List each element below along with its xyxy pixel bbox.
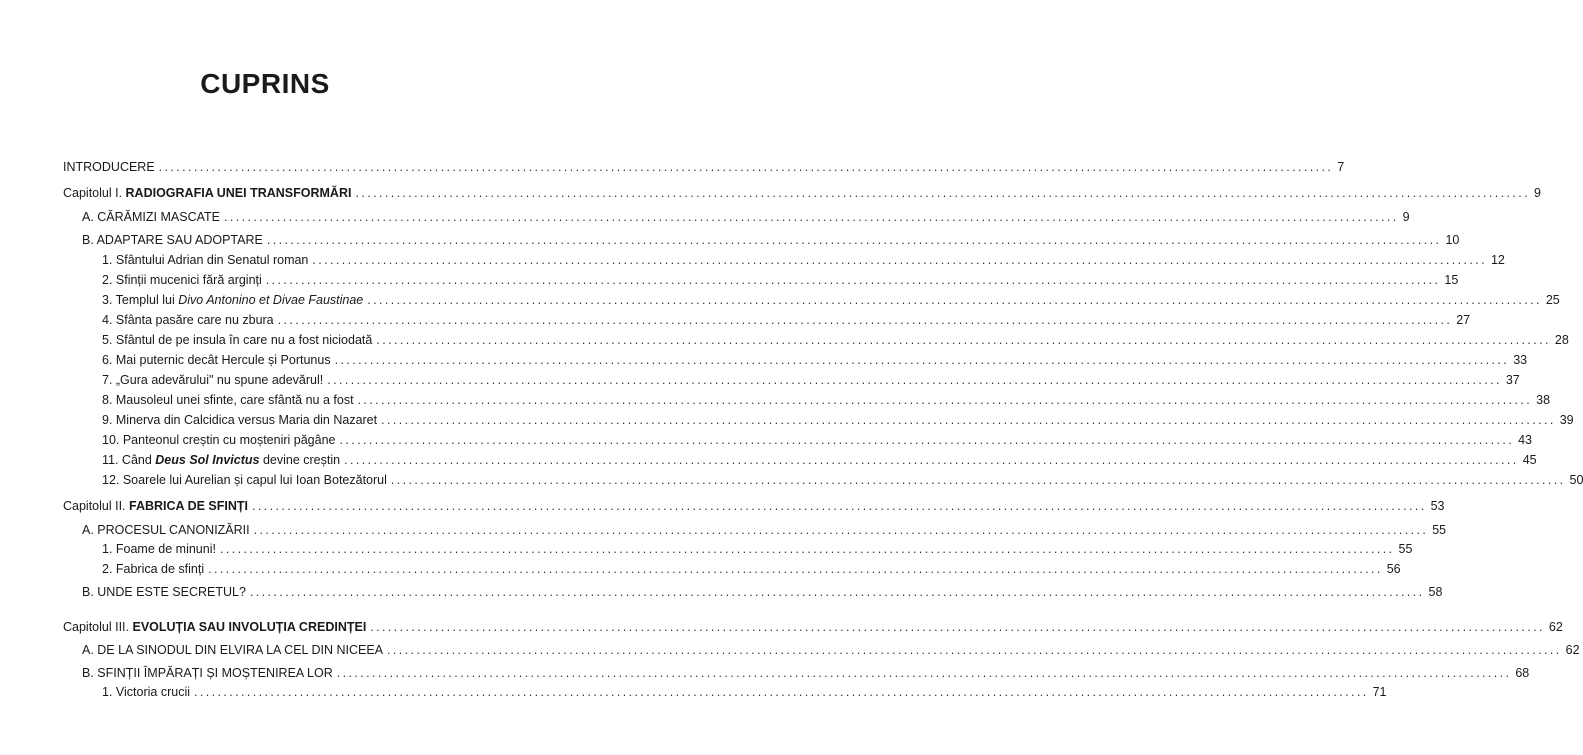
toc-entry-title	[102, 561, 204, 577]
dot-leader: ........................................................................................................................................................................................................	[252, 499, 1427, 513]
dot-leader: ........................................................................................................................................................................................................	[334, 353, 1510, 367]
toc-entry[interactable]	[102, 272, 1459, 288]
toc-entry-title-part: 8. Mausoleul unei sfinte, care sfântă nu a fost	[102, 393, 354, 407]
dot-leader: ........................................................................................................................................................................................................	[277, 313, 1453, 327]
toc-entry-title	[102, 252, 308, 268]
toc-entry-title	[82, 232, 263, 248]
toc-page-number: 43	[1518, 433, 1532, 447]
toc-page-number: 33	[1513, 353, 1528, 367]
dot-leader: ........................................................................................................................................................................................................	[158, 160, 1334, 174]
toc-page-number: 62	[1565, 643, 1580, 657]
dot-leader: ........................................................................................................................................................................................................	[249, 585, 1425, 599]
toc-entry-title	[63, 498, 248, 514]
dot-leader: ........................................................................................................................................................................................................	[194, 685, 1369, 699]
dot-leader: ........................................................................................................................................................................................................	[208, 562, 1383, 576]
toc-entry-title	[102, 272, 262, 288]
toc-entry[interactable]	[102, 472, 1583, 488]
toc-entry-title	[82, 522, 250, 538]
toc-entry-title-part: 2. Sfinții mucenici fără arginți	[102, 273, 262, 287]
dot-leader: ........................................................................................................................................................................................................	[355, 186, 1531, 200]
toc-entry-title	[63, 159, 155, 175]
toc-entry[interactable]	[82, 522, 1447, 538]
toc-page-number: 71	[1372, 685, 1387, 699]
toc-page-number: 15	[1444, 273, 1459, 287]
dot-leader: ........................................................................................................................................................................................................	[223, 210, 1399, 224]
toc-entry[interactable]	[63, 159, 1345, 175]
toc-entry[interactable]	[102, 561, 1401, 577]
toc-entry-title-part: 9. Minerva din Calcidica versus Maria din Nazaret	[102, 413, 378, 427]
toc-entry-title	[102, 452, 340, 468]
toc-entry[interactable]	[102, 352, 1528, 368]
toc-page-number: 50	[1569, 473, 1583, 487]
toc-entry[interactable]	[102, 432, 1532, 448]
toc-entry-title	[102, 432, 335, 448]
toc-page-number: 68	[1515, 666, 1530, 680]
toc-entry[interactable]	[102, 452, 1537, 468]
toc-entry-title	[102, 392, 354, 408]
toc-entry[interactable]	[82, 584, 1443, 600]
toc-entry-title-part: 7. „Gura adevărului" nu spune adevărul!	[102, 373, 324, 387]
dot-leader: ........................................................................................................................................................................................................	[339, 433, 1515, 447]
toc-entry[interactable]	[102, 332, 1569, 348]
toc-entry[interactable]	[82, 642, 1580, 658]
dot-leader: ........................................................................................................................................................................................................	[357, 393, 1533, 407]
toc-entry[interactable]	[102, 252, 1505, 268]
toc-entry-title-part: B. SFINȚII ÎMPĂRAȚI ȘI MOȘTENIREA LOR	[82, 666, 333, 680]
toc-entry[interactable]	[82, 232, 1460, 248]
toc-entry-title-part: 3. Templul lui	[102, 293, 179, 307]
toc-page-number: 28	[1554, 333, 1569, 347]
toc-entry-title	[102, 412, 377, 428]
toc-page-number: 12	[1490, 253, 1505, 267]
toc-entry-title-part: 11. Când	[102, 453, 156, 467]
dot-leader: ........................................................................................................................................................................................................	[327, 373, 1502, 387]
dot-leader: ........................................................................................................................................................................................................	[253, 523, 1429, 537]
toc-page-number: 9	[1534, 186, 1541, 200]
toc-entry-title	[102, 332, 372, 348]
toc-page-number: 45	[1522, 453, 1537, 467]
toc-entry-title	[63, 185, 351, 201]
dot-leader: ........................................................................................................................................................................................................	[266, 233, 1442, 247]
dot-leader: ........................................................................................................................................................................................................	[312, 253, 1487, 267]
toc-entry-title-part: 12. Soarele lui Aurelian și capul lui Ioan Botezătorul	[102, 473, 387, 487]
dot-leader: ........................................................................................................................................................................................................	[370, 620, 1545, 634]
toc-entry-title	[102, 292, 363, 308]
toc-entry-title	[102, 541, 216, 557]
toc-page-number: 62	[1548, 620, 1563, 634]
toc-entry-title-part: EVOLUȚIA SAU INVOLUȚIA CREDINȚEI	[132, 620, 367, 634]
toc-entry[interactable]	[102, 312, 1471, 328]
toc-entry-title	[82, 584, 246, 600]
toc-entry-title	[102, 372, 323, 388]
toc-entry-title	[102, 312, 274, 328]
toc-page-number: 56	[1386, 562, 1401, 576]
dot-leader: ........................................................................................................................................................................................................	[387, 643, 1562, 657]
toc-entry-title-part: 5. Sfântul de pe insula în care nu a fost niciodată	[102, 333, 373, 347]
dot-leader: ........................................................................................................................................................................................................	[344, 453, 1519, 467]
toc-page-number: 10	[1445, 233, 1460, 247]
toc-entry-title-part: Deus Sol Invictus	[155, 453, 260, 467]
toc-entry-title-part: B. ADAPTARE SAU ADOPTARE	[82, 233, 263, 247]
toc-page-number: 55	[1432, 523, 1447, 537]
toc-entry[interactable]	[102, 412, 1574, 428]
toc-page-number: 25	[1545, 293, 1560, 307]
toc-page-number: 37	[1505, 373, 1520, 387]
toc-page-number: 9	[1402, 210, 1410, 224]
toc-entry-title-part: 6. Mai puternic decât Hercule și Portunus	[102, 353, 331, 367]
toc-entry-title-part: RADIOGRAFIA UNEI TRANSFORMĂRI	[125, 186, 352, 200]
toc-entry-title-part: 4. Sfânta pasăre care nu zbura	[102, 313, 274, 327]
toc-page-number: 55	[1398, 542, 1413, 556]
toc-entry[interactable]	[102, 292, 1560, 308]
dot-leader: ........................................................................................................................................................................................................	[367, 293, 1542, 307]
toc-page-number: 39	[1559, 413, 1574, 427]
toc-page-number: 7	[1337, 160, 1345, 174]
toc-page-number: 58	[1428, 585, 1443, 599]
toc-page-number: 27	[1456, 313, 1471, 327]
toc-entry-title-part: 1. Foame de minuni!	[102, 542, 216, 556]
dot-leader: ........................................................................................................................................................................................................	[381, 413, 1556, 427]
dot-leader: ........................................................................................................................................................................................................	[265, 273, 1441, 287]
toc-entry-title-part: Divo Antonino et Divae Faustinae	[178, 293, 364, 307]
toc-entry-title	[82, 209, 220, 225]
toc-entry-title-part: A. PROCESUL CANONIZĂRII	[82, 523, 250, 537]
toc-entry-title-part: 1. Sfântului Adrian din Senatul roman	[102, 253, 309, 267]
dot-leader: ........................................................................................................................................................................................................	[376, 333, 1551, 347]
toc-entry-title-part: Capitolul II.	[63, 499, 130, 513]
toc-entry[interactable]	[82, 665, 1530, 681]
toc-entry-title-part: Capitolul I.	[63, 186, 126, 200]
toc-entry-title	[102, 472, 387, 488]
toc-entry-title-part: Capitolul III.	[63, 620, 133, 634]
toc-entry[interactable]	[82, 209, 1410, 225]
toc-entry[interactable]	[63, 498, 1445, 514]
toc-page-number: 38	[1536, 393, 1551, 407]
toc-entry-title-part: devine creștin	[259, 453, 341, 467]
toc-entry-title-part: A. CĂRĂMIZI MASCATE	[82, 210, 220, 224]
toc-page-number: 53	[1430, 499, 1445, 513]
dot-leader: ........................................................................................................................................................................................................	[219, 542, 1395, 556]
dot-leader: ........................................................................................................................................................................................................	[336, 666, 1512, 680]
toc-entry-title	[82, 665, 333, 681]
toc-entry[interactable]	[102, 392, 1551, 408]
toc-entry-title-part: 1. Victoria crucii	[102, 685, 190, 699]
page-title: CUPRINS	[200, 68, 330, 99]
toc-entry-title	[102, 684, 190, 700]
toc-entry-title-part: B. UNDE ESTE SECRETUL?	[82, 585, 246, 599]
toc-entry-title	[63, 619, 366, 635]
toc-entry[interactable]	[63, 619, 1563, 635]
toc-entry-title-part: 2. Fabrica de sfinți	[102, 562, 205, 576]
toc-entry-title-part: 10. Panteonul creștin cu moșteniri păgâne	[102, 433, 336, 447]
toc-entry[interactable]	[102, 684, 1387, 700]
toc-entry[interactable]	[102, 372, 1520, 388]
toc-entry[interactable]	[63, 185, 1541, 201]
toc-entry[interactable]	[102, 541, 1413, 557]
dot-leader: ........................................................................................................................................................................................................	[390, 473, 1566, 487]
toc-entry-title-part: A. DE LA SINODUL DIN ELVIRA LA CEL DIN NICEEA	[82, 643, 384, 657]
toc-entry-title-part: INTRODUCERE	[63, 160, 155, 174]
toc-entry-title	[82, 642, 383, 658]
toc-entry-title	[102, 352, 331, 368]
toc-entry-title-part: FABRICA DE SFINȚI	[129, 499, 248, 513]
